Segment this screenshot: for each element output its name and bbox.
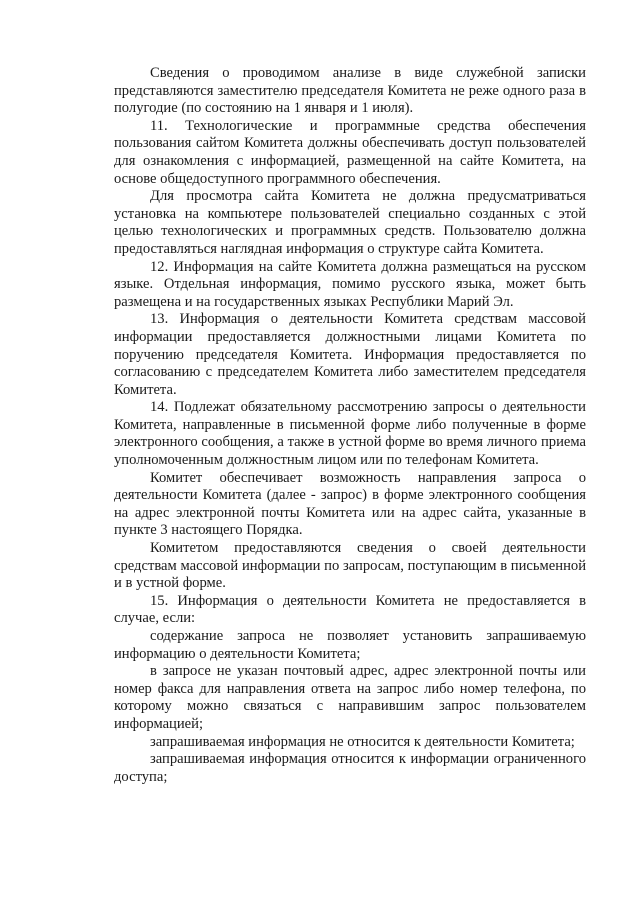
list-item-not-related: запрашиваемая информация не относится к деятельности Комитета; <box>150 733 575 750</box>
list-item-no-address: в запросе не указан почтовый адрес, адрес электронной почты или номер факса для направления ответа на запрос либо номер телефона, по которому можно связаться с направившим запрос пользователем информацией; <box>114 663 586 732</box>
paragraph-11-technology: 11. Технологические и программные средства обеспечения пользования сайтом Комитета должны обеспечивать доступ пользователей для ознакомления с информацией, размещенной на сайте Комитета, на основе общедоступного программного обеспечения. <box>114 117 586 187</box>
paragraph-site-viewing: Для просмотра сайта Комитета не должна предусматриваться установка на компьютере пользователей специально созданных с этой целью технологических и программных средств. Пользователю должна предоставляться наглядная информация о структуре сайта Комитета. <box>114 188 586 257</box>
document-body <box>114 65 586 786</box>
paragraph-12-language: 12. Информация на сайте Комитета должна размещаться на русском языке. Отдельная информация, помимо русского языка, может быть размещена и на государственных языках Республики Марий Эл. <box>114 258 586 310</box>
list-item-restricted-access: запрашиваемая информация относится к информации ограниченного доступа; <box>114 751 586 785</box>
paragraph-media-requests: Комитетом предоставляются сведения о своей деятельности средствам массовой информации по запросам, поступающим в письменной и в устной форме. <box>114 540 586 592</box>
list-item-unclear-request: содержание запроса не позволяет установить запрашиваемую информацию о деятельности Комитета; <box>114 628 586 662</box>
paragraph-15-refusal: 15. Информация о деятельности Комитета не предоставляется в случае, если: <box>114 592 586 627</box>
paragraph-analysis-report: Сведения о проводимом анализе в виде служебной записки представляются заместителю председателя Комитета не реже одного раза в полугодие (по состоянию на 1 января и 1 июля). <box>114 65 586 117</box>
paragraph-request-channels: Комитет обеспечивает возможность направления запроса о деятельности Комитета (далее - запрос) в форме электронного сообщения на адрес электронной почты Комитета или на адрес сайта, указанные в пункте 3 настоящего Порядка. <box>114 469 586 539</box>
paragraph-13-media: 13. Информация о деятельности Комитета средствам массовой информации предоставляется должностными лицами Комитета по поручению председателя Комитета. Информация предоставляется по согласованию с председателем Комитета либо заместителем председателя Комитета. <box>114 311 586 398</box>
paragraph-14-requests: 14. Подлежат обязательному рассмотрению запросы о деятельности Комитета, направленные в письменной форме либо полученные в форме электронного сообщения, а также в устной форме во время личного приема уполномоченным должностным лицом или по телефонам Комитета. <box>114 399 586 469</box>
